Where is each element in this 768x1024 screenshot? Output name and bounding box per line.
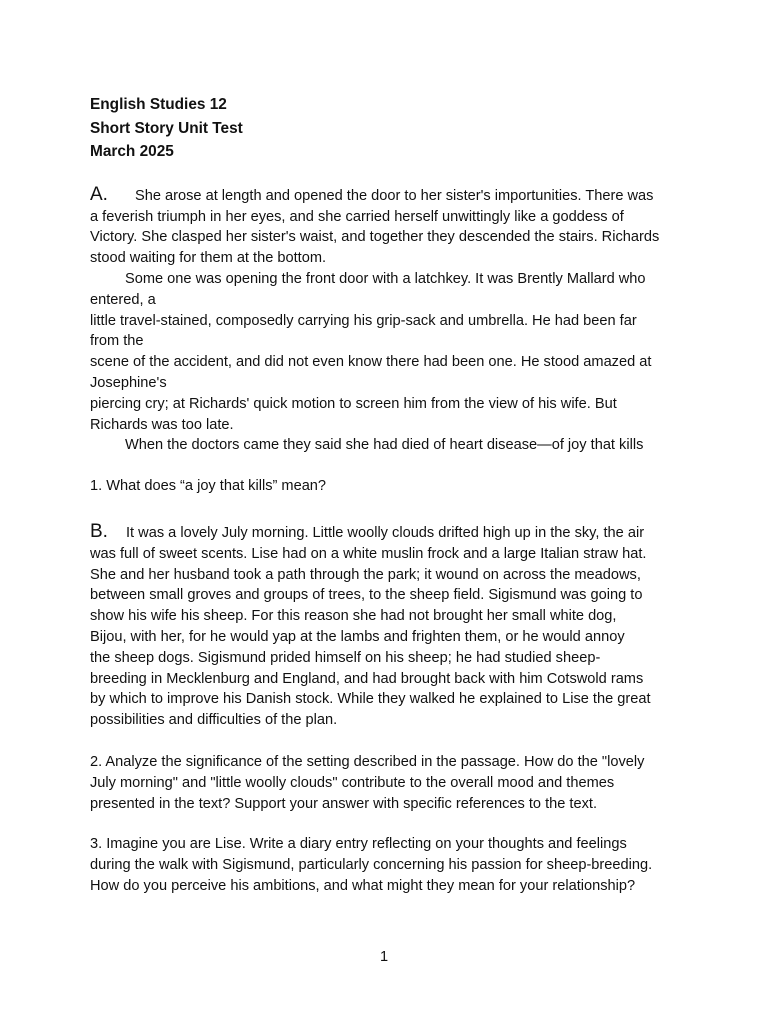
passage-line: Josephine's [90,374,167,391]
passage-line: She and her husband took a path through the park; it wound on across the meadows, [90,566,641,583]
question-2 [90,752,690,814]
question-line: presented in the text? Support your answer with specific references to the text. [90,795,597,812]
question-line: July morning" and "little woolly clouds" contribute to the overall mood and themes [90,774,615,791]
section-b [90,522,690,897]
passage-line: by which to improve his Danish stock. While they walked he explained to Lise the great [90,691,651,708]
document-header [90,93,690,164]
passage-line: possibilities and difficulties of the plan. [90,712,338,729]
passage-line: a feverish triumph in her eyes, and she carried herself unwittingly like a goddess of [90,208,624,225]
passage-line: scene of the accident, and did not even know there had been one. He stood amazed at [90,354,652,371]
section-a [90,185,690,497]
question-line: 2. Analyze the significance of the setting described in the passage. How do the "lovely [90,753,645,770]
passage-line: Richards was too late. [90,416,234,433]
passage-line: stood waiting for them at the bottom. [90,250,327,267]
section-a-label: A. [90,183,108,205]
passage-line: breeding in Mecklenburg and England, and had brought back with him Cotswold rams [90,670,644,687]
passage-line: Bijou, with her, for he would yap at the lambs and frighten them, or he would annoy [90,628,625,645]
passage-line: entered, a [90,291,156,308]
question-line: 3. Imagine you are Lise. Write a diary entry reflecting on your thoughts and feelings [90,836,627,853]
page-number: 1 [379,949,389,965]
test-date: March 2025 [90,143,174,161]
passage-line: A. She arose at length and opened the door to her sister's importunities. There was [90,183,654,205]
passage-line: was full of sweet scents. Lise had on a white muslin frock and a large Italian straw hat. [90,545,647,562]
passage-line: show his wife his sheep. For this reason she had not brought her small white dog, [90,608,617,625]
passage-line: from the [90,333,144,350]
question-3 [90,834,690,896]
section-b-passage [90,522,690,731]
passage-line: little travel-stained, composedly carrying his grip-sack and umbrella. He had been far [90,312,637,329]
passage-line: piercing cry; at Richards' quick motion to screen him from the view of his wife. But [90,395,617,412]
test-title: Short Story Unit Test [90,119,243,137]
passage-line: Some one was opening the front door with a latchkey. It was Brently Mallard who [125,270,646,287]
passage-line: the sheep dogs. Sigismund prided himself on his sheep; he had studied sheep- [90,649,601,666]
document-page [90,93,690,897]
section-b-label: B. [90,520,108,542]
question-line: How do you perceive his ambitions, and what might they mean for your relationship? [90,877,636,894]
section-a-passage [90,185,690,456]
passage-line: B. It was a lovely July morning. Little woolly clouds drifted high up in the sky, the air [90,520,645,542]
course-title: English Studies 12 [90,96,227,113]
question-line: during the walk with Sigismund, particularly concerning his passion for sheep-breeding. [90,857,653,874]
passage-line: When the doctors came they said she had died of heart disease—of joy that kills [125,437,644,454]
passage-line: Victory. She clasped her sister's waist, and together they descended the stairs. Richards [90,229,660,246]
question-1: 1. What does “a joy that kills” mean? [90,478,327,495]
passage-line: between small groves and groups of trees, to the sheep field. Sigismund was going to [90,587,643,604]
